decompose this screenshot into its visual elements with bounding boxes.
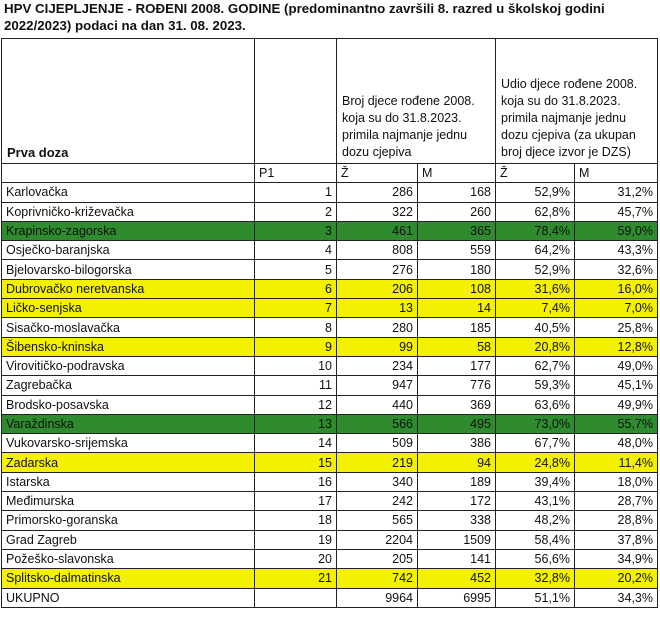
table-row (2, 279, 658, 298)
page-title: HPV CIJEPLJENJE - ROĐENI 2008. GODINE (predominantno završili 8. razred u školskoj godini 2022/2023) podaci na dan 31. 08. 2023. (4, 1, 605, 33)
z-count-cell: 340 (337, 472, 418, 491)
z-count-cell: 440 (337, 395, 418, 414)
table-row (2, 395, 658, 414)
z-share-cell: 32,8% (496, 569, 575, 588)
county-cell: Karlovačka (2, 183, 255, 202)
z-count-cell: 206 (337, 279, 418, 298)
total-z-count: 9964 (337, 588, 418, 607)
m-share-cell: 48,0% (575, 434, 658, 453)
table-row (2, 414, 658, 433)
m-subheader-count: M (418, 164, 496, 183)
table-row (2, 356, 658, 375)
p1-cell: 18 (255, 511, 337, 530)
m-count-cell: 108 (418, 279, 496, 298)
county-cell: Međimurska (2, 492, 255, 511)
m-count-cell: 1509 (418, 530, 496, 549)
table-row (2, 202, 658, 221)
county-cell: Bjelovarsko-bilogorska (2, 260, 255, 279)
z-count-cell: 286 (337, 183, 418, 202)
p1-header-blank (255, 39, 337, 164)
table-row (2, 549, 658, 568)
table-row (2, 183, 658, 202)
table-row (2, 241, 658, 260)
table-row (2, 472, 658, 491)
z-count-cell: 99 (337, 337, 418, 356)
m-count-cell: 189 (418, 472, 496, 491)
county-cell: Krapinsko-zagorska (2, 221, 255, 240)
z-share-cell: 7,4% (496, 299, 575, 318)
county-cell: Virovitičko-podravska (2, 356, 255, 375)
p1-cell: 5 (255, 260, 337, 279)
z-count-cell: 509 (337, 434, 418, 453)
table-row (2, 221, 658, 240)
county-cell: Osječko-baranjska (2, 241, 255, 260)
z-share-cell: 67,7% (496, 434, 575, 453)
z-share-cell: 58,4% (496, 530, 575, 549)
m-share-cell: 11,4% (575, 453, 658, 472)
m-count-cell: 338 (418, 511, 496, 530)
p1-cell: 14 (255, 434, 337, 453)
m-share-cell: 20,2% (575, 569, 658, 588)
table-row (2, 453, 658, 472)
p1-cell: 10 (255, 356, 337, 375)
county-cell: Varaždinska (2, 414, 255, 433)
z-count-cell: 808 (337, 241, 418, 260)
county-cell: Istarska (2, 472, 255, 491)
z-share-cell: 64,2% (496, 241, 575, 260)
table-row (2, 569, 658, 588)
header-row (2, 39, 658, 164)
m-share-cell: 43,3% (575, 241, 658, 260)
z-share-cell: 63,6% (496, 395, 575, 414)
total-m-count: 6995 (418, 588, 496, 607)
m-subheader-share: M (575, 164, 658, 183)
m-share-cell: 18,0% (575, 472, 658, 491)
z-count-cell: 242 (337, 492, 418, 511)
z-count-cell: 461 (337, 221, 418, 240)
z-subheader-share: Ž (496, 164, 575, 183)
county-cell: Splitsko-dalmatinska (2, 569, 255, 588)
m-share-cell: 45,1% (575, 376, 658, 395)
p1-cell: 8 (255, 318, 337, 337)
p1-cell: 4 (255, 241, 337, 260)
broj-header: Broj djece rođene 2008. koja su do 31.8.2023. primila najmanje jednu dozu cjepiva (337, 39, 496, 164)
m-share-cell: 37,8% (575, 530, 658, 549)
m-count-cell: 365 (418, 221, 496, 240)
county-cell: Zagrebačka (2, 376, 255, 395)
z-share-cell: 52,9% (496, 260, 575, 279)
z-share-cell: 39,4% (496, 472, 575, 491)
p1-subheader: P1 (255, 164, 337, 183)
p1-cell: 2 (255, 202, 337, 221)
county-cell: Ličko-senjska (2, 299, 255, 318)
p1-cell: 7 (255, 299, 337, 318)
z-count-cell: 205 (337, 549, 418, 568)
subheader-row (2, 164, 658, 183)
county-cell: Zadarska (2, 453, 255, 472)
m-count-cell: 452 (418, 569, 496, 588)
p1-cell: 15 (255, 453, 337, 472)
m-count-cell: 260 (418, 202, 496, 221)
p1-cell: 6 (255, 279, 337, 298)
table-row (2, 318, 658, 337)
m-share-cell: 16,0% (575, 279, 658, 298)
county-cell: Šibensko-kninska (2, 337, 255, 356)
total-m-share: 34,3% (575, 588, 658, 607)
table-row (2, 376, 658, 395)
table-row (2, 511, 658, 530)
p1-cell: 21 (255, 569, 337, 588)
z-share-cell: 40,5% (496, 318, 575, 337)
m-count-cell: 94 (418, 453, 496, 472)
z-count-cell: 276 (337, 260, 418, 279)
county-cell: Brodsko-posavska (2, 395, 255, 414)
p1-cell: 11 (255, 376, 337, 395)
m-share-cell: 7,0% (575, 299, 658, 318)
m-count-cell: 14 (418, 299, 496, 318)
m-share-cell: 31,2% (575, 183, 658, 202)
p1-cell: 3 (255, 221, 337, 240)
county-cell: Požeško-slavonska (2, 549, 255, 568)
z-count-cell: 947 (337, 376, 418, 395)
z-share-cell: 56,6% (496, 549, 575, 568)
z-subheader-count: Ž (337, 164, 418, 183)
z-count-cell: 13 (337, 299, 418, 318)
table-row (2, 434, 658, 453)
m-share-cell: 32,6% (575, 260, 658, 279)
m-count-cell: 141 (418, 549, 496, 568)
z-count-cell: 742 (337, 569, 418, 588)
table-row (2, 299, 658, 318)
z-share-cell: 78,4% (496, 221, 575, 240)
table-row (2, 492, 658, 511)
m-count-cell: 58 (418, 337, 496, 356)
m-count-cell: 172 (418, 492, 496, 511)
m-share-cell: 45,7% (575, 202, 658, 221)
vaccination-table (1, 38, 658, 608)
z-share-cell: 62,8% (496, 202, 575, 221)
p1-cell: 1 (255, 183, 337, 202)
total-z-share: 51,1% (496, 588, 575, 607)
z-count-cell: 565 (337, 511, 418, 530)
m-share-cell: 49,0% (575, 356, 658, 375)
county-cell: Grad Zagreb (2, 530, 255, 549)
m-count-cell: 185 (418, 318, 496, 337)
total-row (2, 588, 658, 607)
m-share-cell: 28,8% (575, 511, 658, 530)
z-share-cell: 20,8% (496, 337, 575, 356)
z-share-cell: 73,0% (496, 414, 575, 433)
m-share-cell: 28,7% (575, 492, 658, 511)
prva-doza-header: Prva doza (2, 39, 255, 164)
p1-cell: 20 (255, 549, 337, 568)
table-row (2, 260, 658, 279)
subheader-blank (2, 164, 255, 183)
county-cell: Sisačko-moslavačka (2, 318, 255, 337)
z-count-cell: 219 (337, 453, 418, 472)
m-share-cell: 34,9% (575, 549, 658, 568)
z-count-cell: 280 (337, 318, 418, 337)
county-cell: Vukovarsko-srijemska (2, 434, 255, 453)
m-count-cell: 386 (418, 434, 496, 453)
table-row (2, 530, 658, 549)
z-count-cell: 566 (337, 414, 418, 433)
m-share-cell: 59,0% (575, 221, 658, 240)
z-share-cell: 31,6% (496, 279, 575, 298)
m-count-cell: 177 (418, 356, 496, 375)
total-p1 (255, 588, 337, 607)
m-count-cell: 495 (418, 414, 496, 433)
m-share-cell: 49,9% (575, 395, 658, 414)
z-count-cell: 322 (337, 202, 418, 221)
table-row (2, 337, 658, 356)
udio-header: Udio djece rođene 2008. koja su do 31.8.2023. primila najmanje jednu dozu cjepiva (za ukupan broj djece izvor je DZS) (496, 39, 658, 164)
county-cell: Primorsko-goranska (2, 511, 255, 530)
z-share-cell: 24,8% (496, 453, 575, 472)
z-count-cell: 234 (337, 356, 418, 375)
county-cell: Koprivničko-križevačka (2, 202, 255, 221)
z-share-cell: 48,2% (496, 511, 575, 530)
total-label: UKUPNO (2, 588, 255, 607)
m-share-cell: 55,7% (575, 414, 658, 433)
p1-cell: 12 (255, 395, 337, 414)
m-count-cell: 559 (418, 241, 496, 260)
m-count-cell: 776 (418, 376, 496, 395)
p1-cell: 13 (255, 414, 337, 433)
m-count-cell: 180 (418, 260, 496, 279)
p1-cell: 19 (255, 530, 337, 549)
z-count-cell: 2204 (337, 530, 418, 549)
p1-cell: 17 (255, 492, 337, 511)
z-share-cell: 52,9% (496, 183, 575, 202)
m-count-cell: 369 (418, 395, 496, 414)
p1-cell: 9 (255, 337, 337, 356)
m-count-cell: 168 (418, 183, 496, 202)
m-share-cell: 12,8% (575, 337, 658, 356)
z-share-cell: 43,1% (496, 492, 575, 511)
county-cell: Dubrovačko neretvanska (2, 279, 255, 298)
z-share-cell: 62,7% (496, 356, 575, 375)
p1-cell: 16 (255, 472, 337, 491)
m-share-cell: 25,8% (575, 318, 658, 337)
z-share-cell: 59,3% (496, 376, 575, 395)
